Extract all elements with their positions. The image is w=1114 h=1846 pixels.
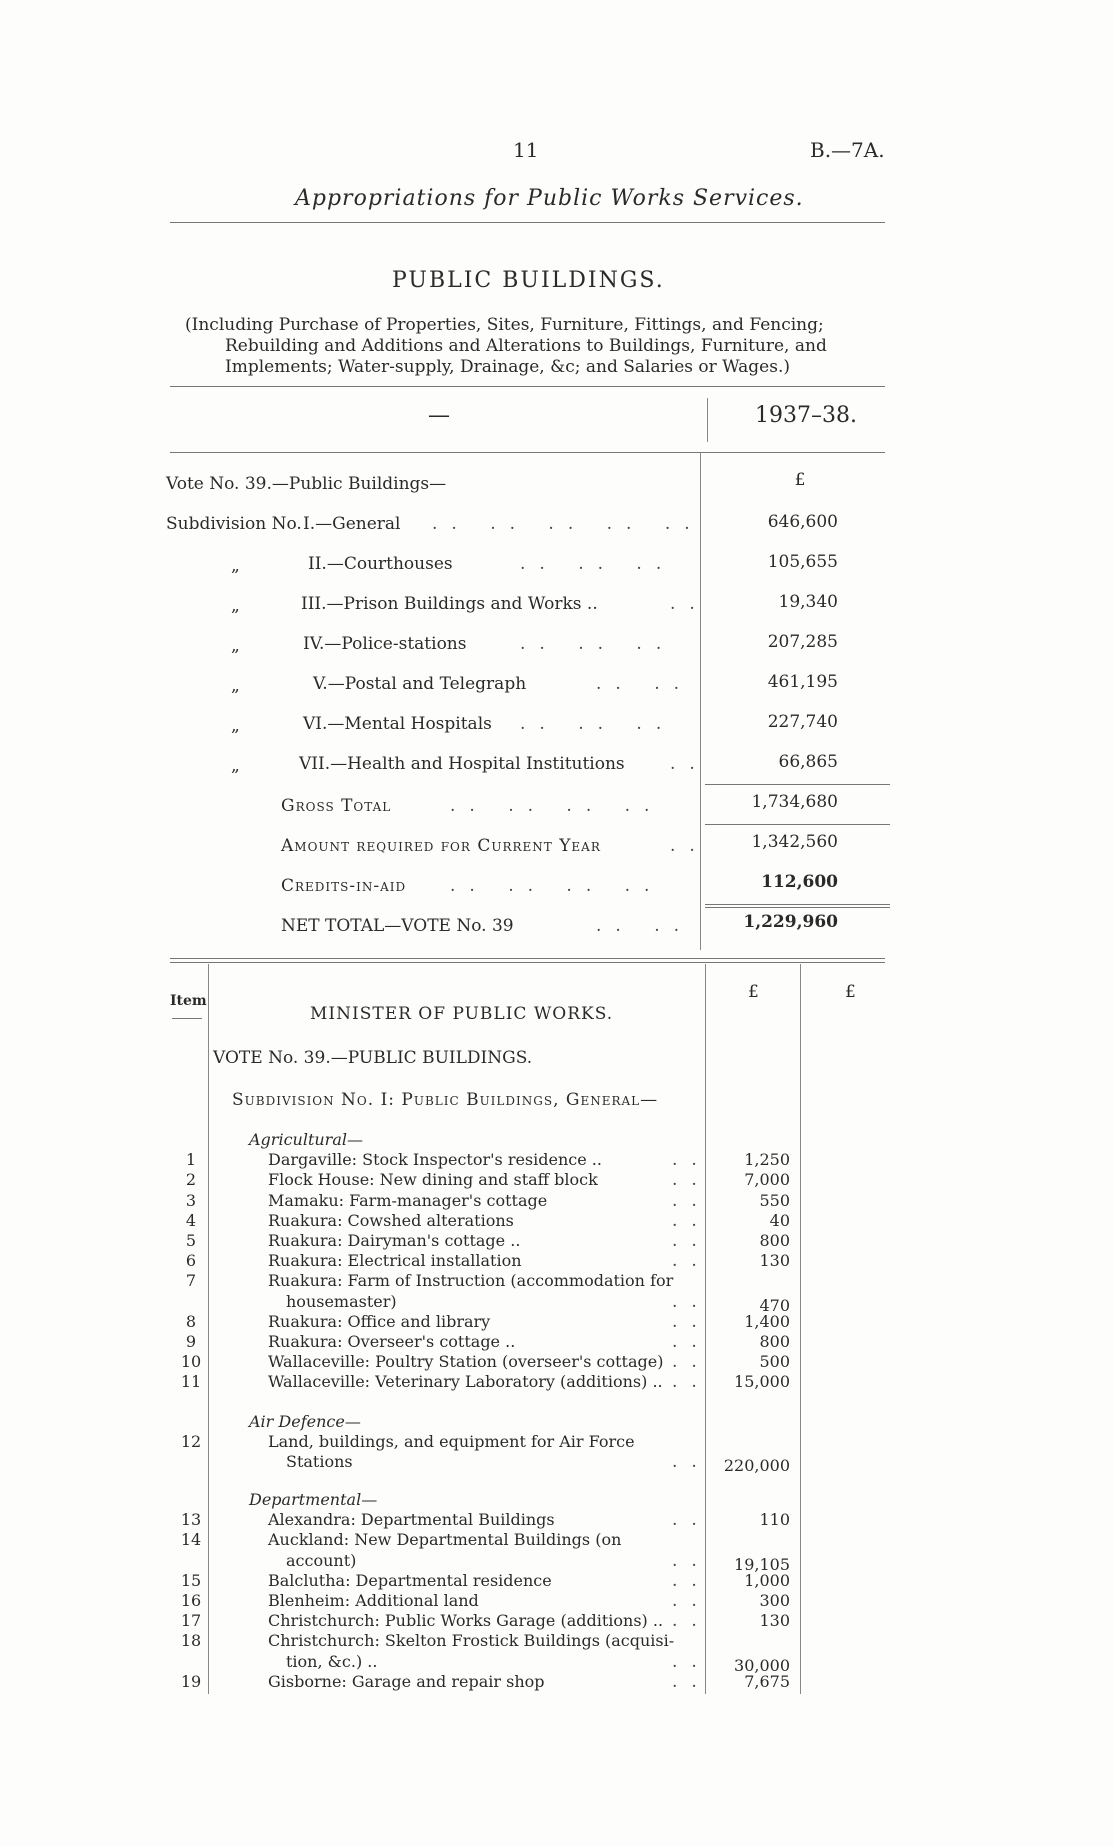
item-description: Gisborne: Garage and repair shop xyxy=(268,1671,545,1691)
leader-dots: .. .. .. xyxy=(520,714,676,734)
subdivision-label: V.—Postal and Telegraph xyxy=(313,674,527,694)
total-column-divider xyxy=(800,964,801,1694)
subdivision-heading: Subdivision No. I: Public Buildings, General— xyxy=(232,1090,659,1110)
item-number: 4 xyxy=(185,1210,197,1230)
item-amount: 19,105 xyxy=(734,1554,790,1574)
subdivision-label: VI.—Mental Hospitals xyxy=(303,714,492,734)
net-rule xyxy=(705,904,890,905)
item-amount: 220,000 xyxy=(723,1456,790,1476)
item-amount: 15,000 xyxy=(734,1372,790,1392)
current-year-amount: 1,342,560 xyxy=(751,832,838,852)
ditto-mark: „ xyxy=(231,756,240,776)
item-number: 14 xyxy=(180,1530,202,1550)
total-rule xyxy=(705,824,890,825)
item-amount: 130 xyxy=(759,1611,790,1631)
net-total-label: NET TOTAL—VOTE No. 39 xyxy=(281,916,514,936)
leader-dots: .. .. .. xyxy=(520,554,676,574)
item-description: Flock House: New dining and staff block xyxy=(268,1170,598,1190)
item-amount: 800 xyxy=(759,1231,790,1250)
subdivision-label: IV.—Police-stations xyxy=(303,634,467,654)
leader-dots: .. .. .. .. xyxy=(450,876,664,896)
leader-dots: .. .. .. .. xyxy=(450,796,664,816)
header-rule xyxy=(170,222,885,223)
item-number: 6 xyxy=(185,1251,197,1271)
leader-dots: .. xyxy=(672,1671,711,1692)
leader-dots: .. xyxy=(672,1231,711,1251)
item-number: 3 xyxy=(185,1190,197,1210)
currency-symbol: £ xyxy=(845,982,856,1002)
item-number: 11 xyxy=(180,1372,202,1392)
item-number: 13 xyxy=(180,1510,202,1530)
group-title: Air Defence— xyxy=(249,1412,361,1431)
subdivision-amount: 207,285 xyxy=(767,632,838,652)
item-description: Dargaville: Stock Inspector's residence .. xyxy=(268,1150,602,1170)
subdivision-label: III.—Prison Buildings and Works .. xyxy=(301,594,598,614)
ditto-mark: „ xyxy=(231,676,240,696)
item-amount: 7,675 xyxy=(744,1671,790,1691)
item-description: Ruakura: Farm of Instruction (accommodation for xyxy=(268,1271,674,1291)
inclusion-note xyxy=(185,315,877,378)
section-rule xyxy=(170,386,885,387)
item-description: Ruakura: Cowshed alterations xyxy=(268,1210,514,1230)
vote-heading: VOTE No. 39.—PUBLIC BUILDINGS. xyxy=(213,1048,533,1068)
inclusion-line: Implements; Water-supply, Drainage, &c; and Salaries or Wages.) xyxy=(225,357,790,377)
item-amount: 800 xyxy=(759,1332,790,1351)
item-amount: 130 xyxy=(759,1251,790,1271)
leader-dots: .. xyxy=(672,1150,711,1171)
item-description: Wallaceville: Veterinary Laboratory (additions) .. xyxy=(268,1372,663,1392)
subdivision-amount: 105,655 xyxy=(767,552,838,572)
ditto-mark: „ xyxy=(231,596,240,616)
item-description: Ruakura: Electrical installation xyxy=(268,1251,522,1271)
current-year-label: Amount required for Current Year xyxy=(281,836,601,856)
item-number: 2 xyxy=(185,1170,197,1190)
item-description: housemaster) xyxy=(286,1291,397,1311)
subtotal-rule xyxy=(705,784,890,785)
leader-dots: .. xyxy=(670,836,709,856)
item-description: Ruakura: Overseer's cottage .. xyxy=(268,1332,516,1351)
item-number: 5 xyxy=(185,1231,197,1250)
item-description: Christchurch: Skelton Frostick Buildings (acquisi- xyxy=(268,1631,675,1651)
leader-dots: .. xyxy=(672,1570,711,1591)
item-description: Ruakura: Office and library xyxy=(268,1311,491,1331)
ditto-mark: „ xyxy=(231,716,240,736)
item-description: Balclutha: Departmental residence xyxy=(268,1570,552,1590)
credits-label: Credits-in-aid xyxy=(281,876,407,896)
item-description: Wallaceville: Poultry Station (overseer's cottage) xyxy=(268,1352,664,1372)
net-rule-double xyxy=(705,907,890,908)
section-title: PUBLIC BUILDINGS. xyxy=(392,268,665,293)
subdivision-label: II.—Courthouses xyxy=(308,554,453,574)
currency-symbol: £ xyxy=(748,982,759,1002)
item-number: 9 xyxy=(185,1332,197,1351)
leader-dots: .. xyxy=(672,1352,711,1373)
leader-dots: .. .. .. xyxy=(520,634,676,654)
item-description: Ruakura: Dairyman's cottage .. xyxy=(268,1231,521,1250)
item-description: Land, buildings, and equipment for Air Force xyxy=(268,1432,635,1452)
subdivision-label: I.—General xyxy=(303,514,401,534)
item-amount: 1,250 xyxy=(744,1150,790,1170)
item-amount: 40 xyxy=(769,1210,790,1230)
leader-dots: .. .. .. .. .. xyxy=(432,514,704,534)
year-heading: 1937–38. xyxy=(755,403,857,428)
subdivision-label: VII.—Health and Hospital Institutions xyxy=(299,754,625,774)
column-divider xyxy=(707,398,708,442)
item-description: Auckland: New Departmental Buildings (on xyxy=(268,1530,622,1550)
detail-top-rule xyxy=(170,958,885,959)
item-number: 1 xyxy=(185,1150,197,1170)
item-description: Blenheim: Additional land xyxy=(268,1591,479,1610)
item-amount: 110 xyxy=(759,1510,790,1530)
leader-dots: .. xyxy=(670,594,709,614)
gross-total-amount: 1,734,680 xyxy=(751,792,838,812)
ditto-mark: „ xyxy=(231,636,240,656)
item-number: 18 xyxy=(180,1631,202,1651)
page-number: 11 xyxy=(513,138,539,162)
item-amount: 30,000 xyxy=(734,1655,790,1675)
item-number: 17 xyxy=(180,1611,202,1631)
inclusion-line: Rebuilding and Additions and Alterations to Buildings, Furniture, and xyxy=(225,336,827,356)
item-description: Stations xyxy=(286,1452,353,1472)
detail-top-rule-double xyxy=(170,962,885,963)
leader-dots: .. .. xyxy=(596,674,694,694)
item-header-rule xyxy=(172,1018,202,1019)
subdivision-prefix: Subdivision No. xyxy=(166,514,302,534)
group-title: Agricultural— xyxy=(249,1130,363,1149)
ditto-mark: „ xyxy=(231,556,240,576)
document-reference: B.—7A. xyxy=(810,138,885,162)
subdivision-amount: 227,740 xyxy=(767,712,838,732)
leader-dots: .. xyxy=(672,1550,711,1571)
currency-symbol: £ xyxy=(794,470,806,490)
leader-dots: .. xyxy=(672,1311,711,1332)
group-title: Departmental— xyxy=(249,1490,378,1509)
leader-dots: .. .. xyxy=(596,916,694,936)
item-number: 8 xyxy=(185,1311,197,1331)
leader-dots: .. xyxy=(672,1251,711,1272)
minister-heading: MINISTER OF PUBLIC WORKS. xyxy=(310,1004,614,1024)
net-total-amount: 1,229,960 xyxy=(743,912,838,932)
item-description: Mamaku: Farm-manager's cottage xyxy=(268,1190,548,1210)
item-number: 10 xyxy=(180,1352,202,1372)
leader-dots: .. xyxy=(672,1332,711,1352)
item-number: 7 xyxy=(185,1271,197,1291)
item-description: Alexandra: Departmental Buildings xyxy=(268,1510,555,1530)
subdivision-amount: 646,600 xyxy=(767,512,838,532)
leader-dots: .. xyxy=(672,1210,711,1231)
item-description: account) xyxy=(286,1550,357,1570)
item-number: 16 xyxy=(180,1591,202,1610)
item-description: tion, &c.) .. xyxy=(286,1651,378,1671)
leader-dots: .. xyxy=(672,1170,711,1191)
item-number: 12 xyxy=(180,1432,202,1452)
item-amount: 300 xyxy=(759,1591,790,1610)
leader-dots: .. xyxy=(672,1291,711,1312)
leader-dots: .. xyxy=(672,1651,711,1672)
leader-dots: .. xyxy=(672,1611,711,1632)
gross-total-label: Gross Total xyxy=(281,796,392,816)
leader-dots: .. xyxy=(672,1372,711,1393)
table-header-rule xyxy=(170,452,885,453)
subdivision-amount: 461,195 xyxy=(767,672,838,692)
subdivision-amount: 66,865 xyxy=(778,752,838,772)
leader-dots: .. xyxy=(672,1190,711,1211)
leader-dots: .. xyxy=(670,754,709,774)
item-description: Christchurch: Public Works Garage (additions) .. xyxy=(268,1611,664,1631)
item-column-header: Item xyxy=(170,993,207,1009)
item-amount: 1,000 xyxy=(744,1570,790,1590)
item-number: 15 xyxy=(180,1570,202,1590)
item-amount: 7,000 xyxy=(744,1170,790,1190)
item-amount: 500 xyxy=(759,1352,790,1372)
item-amount: 1,400 xyxy=(744,1311,790,1331)
item-number: 19 xyxy=(180,1671,202,1691)
leader-dots: .. xyxy=(672,1591,711,1611)
credits-amount: 112,600 xyxy=(761,872,838,892)
inclusion-line: (Including Purchase of Properties, Sites, Furniture, Fittings, and Fencing; xyxy=(185,315,824,335)
leader-dots: .. xyxy=(672,1510,711,1531)
page-subtitle: Appropriations for Public Works Services. xyxy=(295,186,804,211)
column-dash: — xyxy=(428,403,450,428)
item-amount: 550 xyxy=(759,1190,790,1210)
leader-dots: .. xyxy=(672,1452,711,1473)
item-amount: 470 xyxy=(759,1295,790,1315)
vote-label: Vote No. 39.—Public Buildings— xyxy=(166,474,447,494)
subdivision-amount: 19,340 xyxy=(778,592,838,612)
